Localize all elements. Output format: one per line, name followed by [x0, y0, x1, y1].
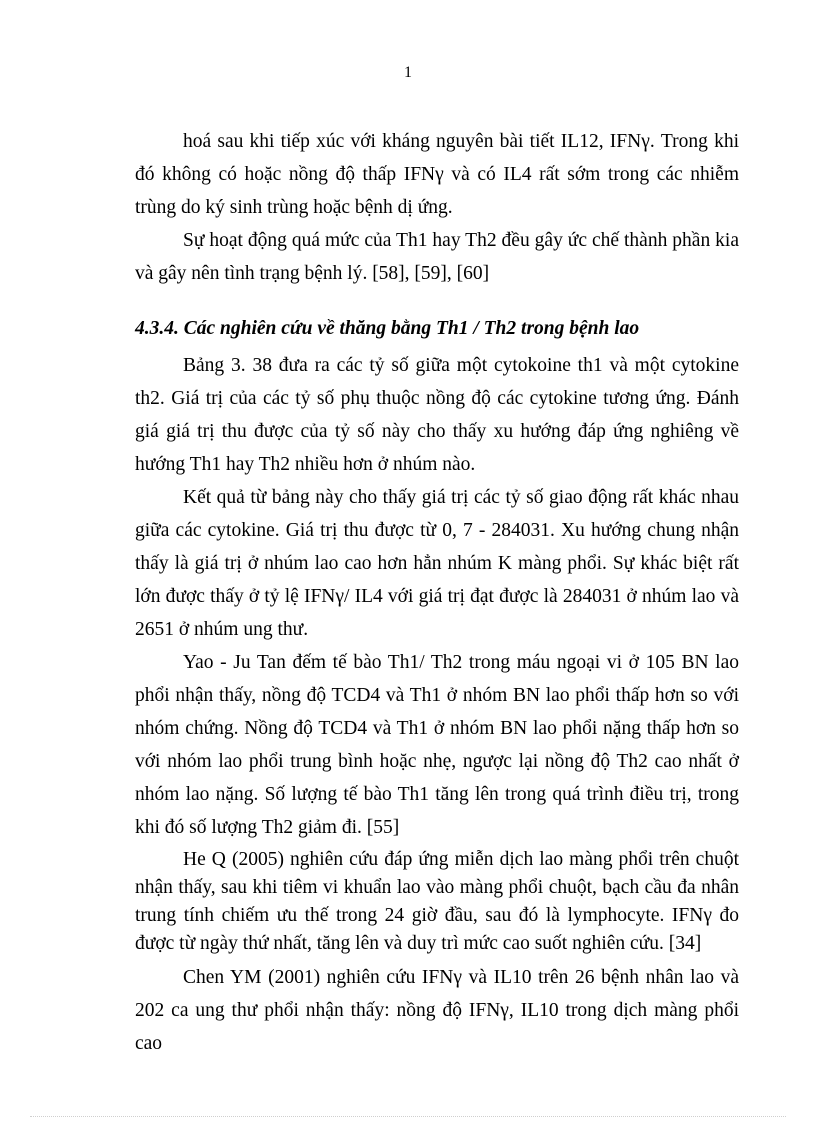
paragraph-yao-ju-tan: Yao - Ju Tan đếm tế bào Th1/ Th2 trong máu ngoại vi ở 105 BN lao phổi nhận thấy, nồng độ TCD4 và Th1 ở nhóm BN lao phổi thấp hơn so với nhóm chứng. Nồng độ TCD4 và Th1 ở nhóm BN lao phổi nặng thấp hơn so với nhóm lao phổi trung bình hoặc nhẹ, ngược lại nồng độ Th2 cao nhất ở nhóm lao nặng. Số lượng tế bào Th1 tăng lên trong quá trình điều trị, trong khi đó số lượng Th2 giảm đi. [55]	[135, 652, 739, 838]
paragraph-results: Kết quả từ bảng này cho thấy giá trị các tỷ số giao động rất khác nhau giữa các cytokine. Giá trị thu được từ 0, 7 - 284031. Xu hướng chung nhận thấy là giá trị ở nhúm lao cao hơn hẳn nhúm K màng phổi. Sự khác biệt rất lớn được thấy ở tỷ lệ IFNγ/ IL4 với giá trị đạt được là 284031 ở nhúm lao và 2651 ở nhúm ung thư.	[135, 487, 739, 640]
paragraph-he-q: He Q (2005) nghiên cứu đáp ứng miễn dịch lao màng phổi trên chuột nhận thấy, sau khi tiêm vi khuẩn lao vào màng phổi chuột, bạch cầu đa nhân trung tính chiếm ưu thế trong 24 giờ đầu, sau đó là lymphocyte. IFNγ đo được từ ngày thứ nhất, tăng lên và duy trì mức cao suốt nghiên cứu. [34]	[135, 849, 739, 954]
document-body	[135, 125, 739, 1060]
paragraph-th-response: hoá sau khi tiếp xúc với kháng nguyên bài tiết IL12, IFNγ. Trong khi đó không có hoặc nồng độ thấp IFNγ và có IL4 rất sớm trong các nhiễm trùng do ký sinh trùng hoặc bệnh dị ứng.	[135, 131, 739, 218]
section-heading: 4.3.4. Các nghiên cứu về thăng bằng Th1 / Th2 trong bệnh lao	[135, 318, 640, 339]
paragraph-overactivity: Sự hoạt động quá mức của Th1 hay Th2 đều gây ức chế thành phần kia và gây nên tình trạng bệnh lý. [58], [59], [60]	[135, 230, 739, 284]
paragraph-table-ratios: Bảng 3. 38 đưa ra các tỷ số giữa một cytokoine th1 và một cytokine th2. Giá trị của các tỷ số phụ thuộc nồng độ các cytokine tương ứng. Đánh giá giá trị thu được của tỷ số này cho thấy xu hướng đáp ứng nghiêng về hướng Th1 hay Th2 nhiều hơn ở nhúm nào.	[135, 355, 739, 475]
paragraph-chen-ym: Chen YM (2001) nghiên cứu IFNγ và IL10 trên 26 bệnh nhân lao và 202 ca ung thư phổi nhận thấy: nồng độ IFNγ, IL10 trong dịch màng phổi cao	[135, 967, 739, 1054]
page-number: 1	[404, 64, 412, 81]
footer-divider	[30, 1116, 786, 1117]
